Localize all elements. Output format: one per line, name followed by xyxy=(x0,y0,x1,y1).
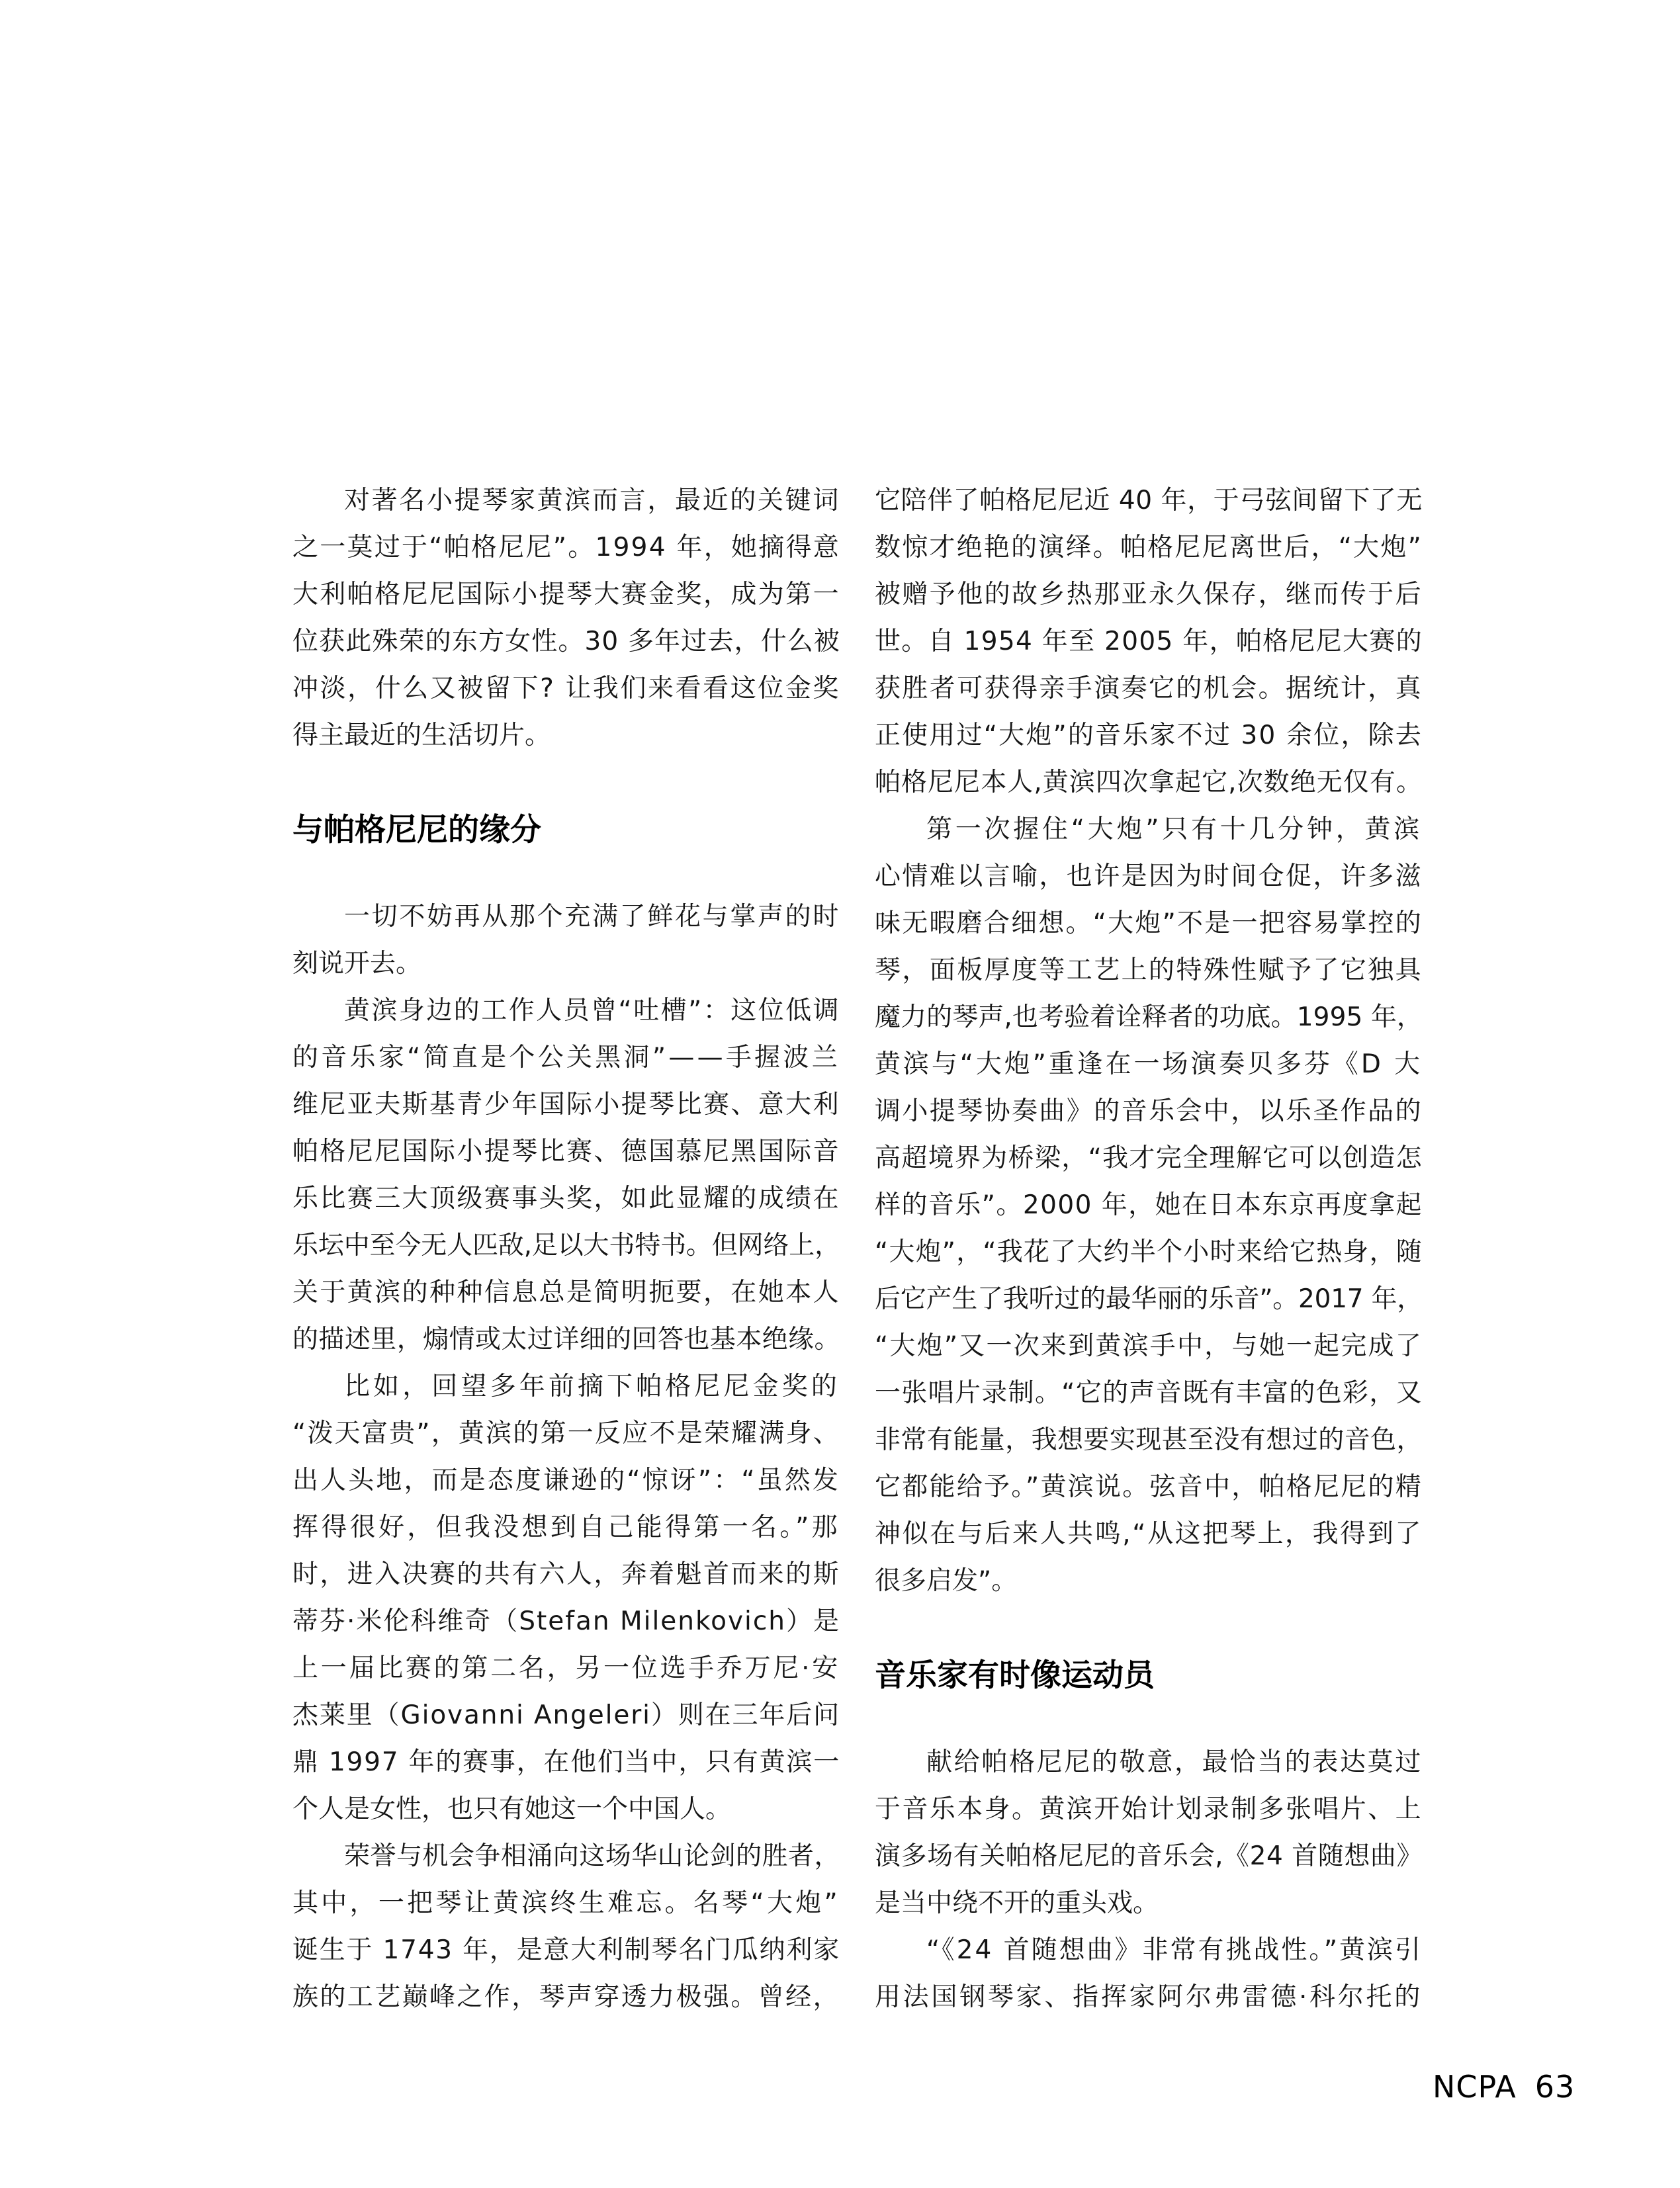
text-line: 维尼亚夫斯基青少年国际小提琴比赛、意大利 xyxy=(292,1090,840,1119)
section-heading: 音乐家有时像运动员 xyxy=(875,1657,1155,1694)
text-line: 关于黄滨的种种信息总是简明扼要，在她本人 xyxy=(292,1278,840,1307)
paragraph xyxy=(875,477,1423,806)
text-line: 黄滨与“大炮”重逢在一场演奏贝多芬《D 大 xyxy=(875,1049,1423,1079)
text-line: 被赠予他的故乡热那亚永久保存，继而传于后 xyxy=(875,580,1423,609)
text-line: 数惊才绝艳的演绎。帕格尼尼离世后，“大炮” xyxy=(875,533,1423,562)
paragraph xyxy=(875,1739,1423,1927)
text-line: 时，进入决赛的共有六人，奔着魁首而来的斯 xyxy=(292,1559,840,1589)
text-line: 对著名小提琴家黄滨而言，最近的关键词 xyxy=(344,486,840,515)
text-line: 获胜者可获得亲手演奏它的机会。据统计，真 xyxy=(875,674,1423,703)
text-line: 上一届比赛的第二名，另一位选手乔万尼·安 xyxy=(292,1653,840,1683)
text-line: 鼎 1997 年的赛事，在他们当中，只有黄滨一 xyxy=(292,1747,840,1777)
text-line: 的音乐家“简直是个公关黑洞”——手握波兰 xyxy=(292,1043,840,1072)
text-line: 高超境界为桥梁，“我才完全理解它可以创造怎 xyxy=(875,1143,1423,1173)
text-line: 族的工艺巅峰之作，琴声穿透力极强。曾经， xyxy=(292,1982,840,2012)
text-line: 样的音乐”。2000 年，她在日本东京再度拿起 xyxy=(875,1190,1423,1220)
text-line: “泼天富贵”，黄滨的第一反应不是荣耀满身、 xyxy=(292,1419,840,1448)
text-line: “《24 首随想曲》非常有挑战性。”黄滨引 xyxy=(926,1935,1423,1965)
text-line: 冲淡，什么又被留下? 让我们来看看这位金奖 xyxy=(292,674,840,703)
text-line: 一切不妨再从那个充满了鲜花与掌声的时 xyxy=(344,902,840,932)
text-line: 帕格尼尼国际小提琴比赛、德国慕尼黑国际音 xyxy=(292,1137,840,1166)
text-line: 神似在与后来人共鸣,“从这把琴上，我得到了 xyxy=(875,1519,1423,1549)
text-line: 其中，一把琴让黄滨终生难忘。名琴“大炮” xyxy=(292,1888,840,1918)
text-line: 蒂芬·米伦科维奇（Stefan Milenkovich）是 xyxy=(292,1606,840,1636)
text-line: 杰莱里（Giovanni Angeleri）则在三年后问 xyxy=(292,1700,840,1730)
paragraph xyxy=(292,987,840,1363)
text-column-right xyxy=(875,477,1423,2021)
text-line: “大炮”，“我花了大约半个小时来给它热身，随 xyxy=(875,1237,1423,1267)
text-line: 个人是女性，也只有她这一个中国人。 xyxy=(292,1794,732,1824)
page-footer xyxy=(1433,2069,1575,2105)
text-line: 之一莫过于“帕格尼尼”。1994 年，她摘得意 xyxy=(292,533,840,562)
footer-page-number: 63 xyxy=(1534,2069,1575,2105)
text-line: 它陪伴了帕格尼尼近 40 年，于弓弦间留下了无 xyxy=(875,486,1423,515)
text-line: 得主最近的生活切片。 xyxy=(292,721,551,750)
text-line: 黄滨身边的工作人员曾“吐槽”：这位低调 xyxy=(344,996,840,1026)
text-line: 它都能给予。”黄滨说。弦音中，帕格尼尼的精 xyxy=(875,1472,1423,1502)
text-column-left xyxy=(292,477,840,2021)
text-line: 后它产生了我听过的最华丽的乐音”。2017 年， xyxy=(875,1284,1423,1314)
text-line: 是当中绕不开的重头戏。 xyxy=(875,1888,1159,1918)
text-line: 乐比赛三大顶级赛事头奖，如此显耀的成绩在 xyxy=(292,1184,840,1213)
footer-magazine-label: NCPA xyxy=(1433,2069,1517,2105)
text-line: 用法国钢琴家、指挥家阿尔弗雷德·科尔托的 xyxy=(875,1982,1423,2012)
text-line: 乐坛中至今无人匹敌,足以大书特书。但网络上， xyxy=(292,1231,840,1260)
text-line: 心情难以言喻，也许是因为时间仓促，许多滋 xyxy=(875,861,1423,891)
text-line: 挥得很好，但我没想到自己能得第一名。”那 xyxy=(292,1512,840,1542)
paragraph xyxy=(875,1927,1423,2021)
text-line: 世。自 1954 年至 2005 年，帕格尼尼大赛的 xyxy=(875,627,1423,656)
text-line: 一张唱片录制。“它的声音既有丰富的色彩，又 xyxy=(875,1378,1423,1408)
text-line: 很多启发”。 xyxy=(875,1566,1018,1596)
text-line: 魔力的琴声,也考验着诠释者的功底。1995 年， xyxy=(875,1002,1423,1032)
text-line: 刻说开去。 xyxy=(292,949,422,979)
text-line: 于音乐本身。黄滨开始计划录制多张唱片、上 xyxy=(875,1794,1423,1824)
paragraph xyxy=(292,477,840,759)
text-line: 荣誉与机会争相涌向这场华山论剑的胜者， xyxy=(344,1841,840,1871)
text-line: 非常有能量，我想要实现甚至没有想过的音色， xyxy=(875,1425,1423,1455)
text-line: 琴，面板厚度等工艺上的特殊性赋予了它独具 xyxy=(875,955,1423,985)
text-line: 比如，回望多年前摘下帕格尼尼金奖的 xyxy=(344,1372,840,1401)
text-line: 演多场有关帕格尼尼的音乐会,《24 首随想曲》 xyxy=(875,1841,1423,1871)
section-heading: 与帕格尼尼的缘分 xyxy=(292,812,541,848)
text-line: 味无暇磨合细想。“大炮”不是一把容易掌控的 xyxy=(875,908,1423,938)
text-line: 诞生于 1743 年，是意大利制琴名门瓜纳利家 xyxy=(292,1935,840,1965)
text-line: 正使用过“大炮”的音乐家不过 30 余位，除去 xyxy=(875,721,1423,750)
text-line: 出人头地，而是态度谦逊的“惊讶”：“虽然发 xyxy=(292,1466,840,1495)
text-line: 大利帕格尼尼国际小提琴大赛金奖，成为第一 xyxy=(292,580,840,609)
text-line: “大炮”又一次来到黄滨手中，与她一起完成了 xyxy=(875,1331,1423,1361)
paragraph xyxy=(292,893,840,987)
paragraph xyxy=(292,1833,840,2021)
paragraph xyxy=(875,806,1423,1604)
text-line: 的描述里，煽情或太过详细的回答也基本绝缘。 xyxy=(292,1325,840,1354)
paragraph xyxy=(292,1363,840,1833)
text-line: 献给帕格尼尼的敬意，最恰当的表达莫过 xyxy=(926,1747,1423,1777)
text-line: 第一次握住“大炮”只有十几分钟，黄滨 xyxy=(926,814,1423,844)
text-line: 位获此殊荣的东方女性。30 多年过去，什么被 xyxy=(292,627,840,656)
text-line: 调小提琴协奏曲》的音乐会中，以乐圣作品的 xyxy=(875,1096,1423,1126)
text-line: 帕格尼尼本人,黄滨四次拿起它,次数绝无仅有。 xyxy=(875,767,1423,797)
